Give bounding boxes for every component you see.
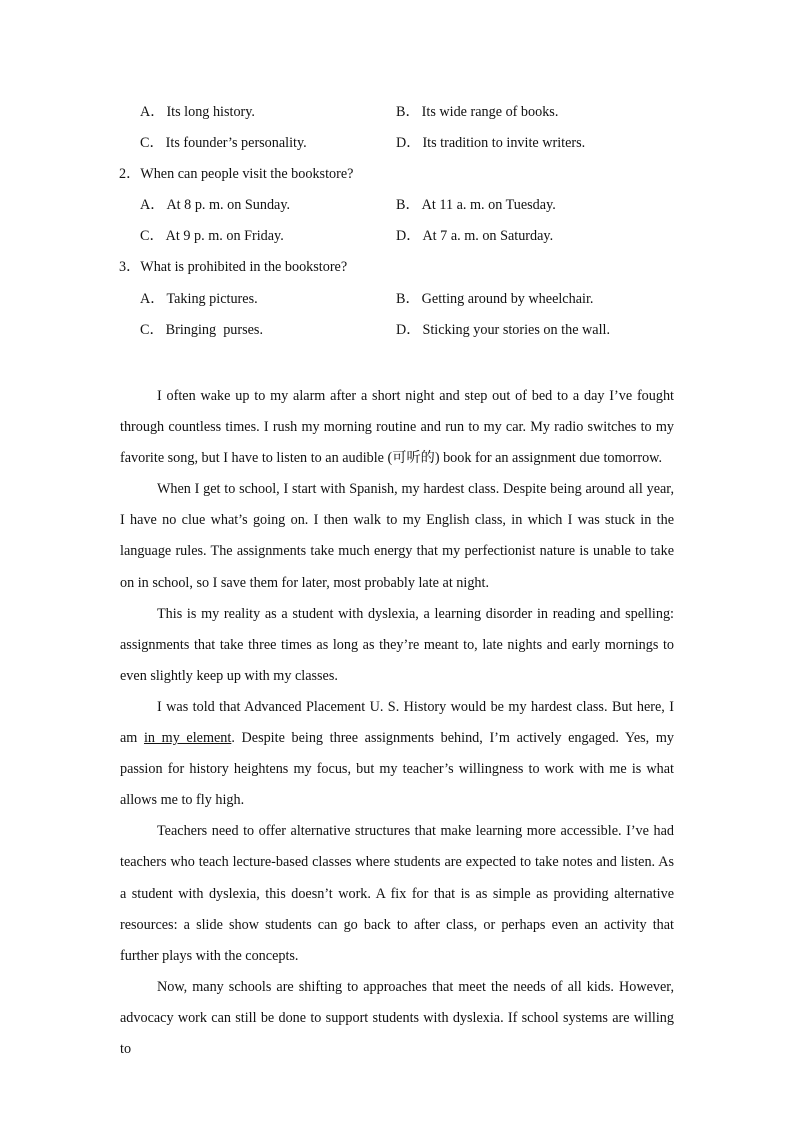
q2-option-a-letter: A． [140,197,165,213]
q1-options-row-1 [140,101,700,123]
q2-option-a[interactable] [140,194,290,216]
q2-option-b[interactable] [396,194,556,216]
q2-option-d-letter: D． [396,228,421,244]
underlined-phrase: in my element [143,730,232,747]
q1-option-a-text: Its long history. [166,104,255,120]
q1-option-a[interactable] [140,101,255,123]
q2-option-b-letter: B． [396,197,420,213]
passage-paragraph-5: Teachers need to offer alternative structures that make learning more accessible. I’ve had teachers who teach lecture-based classes where students are expected to take notes and listen. As a student with dyslexia, this doesn’t work. A fix for that is as simple as providing alternative resources: a slide show students can go back to after class, or perhaps even an activity that further plays with the concepts. [120,823,674,964]
question-3 [119,256,347,278]
q3-option-c[interactable] [140,319,263,341]
question-3-number: 3． [119,259,141,275]
q2-option-a-text: At 8 p. m. on Sunday. [166,197,291,213]
q2-option-b-text: At 11 a. m. on Tuesday. [421,197,556,213]
q1-option-d[interactable] [396,132,585,154]
q3-option-a-text: Taking pictures. [166,291,258,307]
q1-option-c-letter: C． [140,135,164,151]
q1-option-d-text: Its tradition to invite writers. [422,135,586,151]
q1-option-a-letter: A． [140,104,165,120]
q3-option-b[interactable] [396,288,593,310]
q1-option-c-text: Its founder’s personality. [165,135,307,151]
q1-option-b-letter: B． [396,104,420,120]
q3-option-a[interactable] [140,288,258,310]
passage-paragraph-4-start: I was told that Advanced Placement U. S. History would be my hardest class. But here, I am [120,698,674,747]
passage-paragraph-2: When I get to school, I start with Spanish, my hardest class. Despite being around all year, I have no clue what’s going on. I then walk to my English class, in which I was stuck in the language rules. The assignments take much energy that my perfectionist nature is unable to take on in school, so I save them for later, most probably late at night. [120,481,674,591]
passage-paragraph-1: I often wake up to my alarm after a short night and step out of bed to a day I’ve fought through countless times. I rush my morning routine and run to my car. My radio switches to my favorite song, but I have to listen to an audible (可听的) book for an assignment due tomorrow. [120,388,674,467]
q2-option-c-text: At 9 p. m. on Friday. [165,228,284,244]
q3-option-c-text: Bringing purses. [165,322,263,338]
q2-option-c-letter: C． [140,228,164,244]
q3-option-d-letter: D． [396,322,421,338]
q3-options-row-2 [140,319,700,341]
q1-option-c[interactable] [140,132,307,154]
passage-paragraph-4-end: . Despite being three assignments behind, I’m actively engaged. Yes, my passion for history heightens my focus, but my teacher’s willingness to work with me is what allows me to fly high. [120,730,674,809]
passage-paragraph-4 [120,692,674,816]
q1-option-b-text: Its wide range of books. [421,104,559,120]
q1-option-b[interactable] [396,101,558,123]
q1-option-d-letter: D． [396,135,421,151]
passage-paragraph-6: Now, many schools are shifting to approaches that meet the needs of all kids. However, advocacy work can still be done to support students with dyslexia. If school systems are willing to [120,978,674,1057]
q3-option-b-letter: B． [396,291,420,307]
question-3-text: What is prohibited in the bookstore? [140,259,348,275]
question-2-text: When can people visit the bookstore? [140,166,354,182]
q2-options-row-1 [140,194,700,216]
q2-option-d-text: At 7 a. m. on Saturday. [422,228,554,244]
q3-option-d-text: Sticking your stories on the wall. [422,322,611,338]
q1-options-row-2 [140,132,700,154]
question-2-number: 2． [119,166,141,182]
q3-option-a-letter: A． [140,291,165,307]
reading-passage [120,381,674,1065]
q2-option-d[interactable] [396,225,553,247]
q3-option-d[interactable] [396,319,610,341]
q3-option-b-text: Getting around by wheelchair. [421,291,594,307]
q3-options-row-1 [140,288,700,310]
q2-option-c[interactable] [140,225,284,247]
passage-paragraph-3: This is my reality as a student with dyslexia, a learning disorder in reading and spelling: assignments that take three times as long as they’re meant to, late nights and early mornings to even slightly keep up with my classes. [120,605,674,684]
question-2 [119,163,353,185]
q3-option-c-letter: C． [140,322,164,338]
q2-options-row-2 [140,225,700,247]
